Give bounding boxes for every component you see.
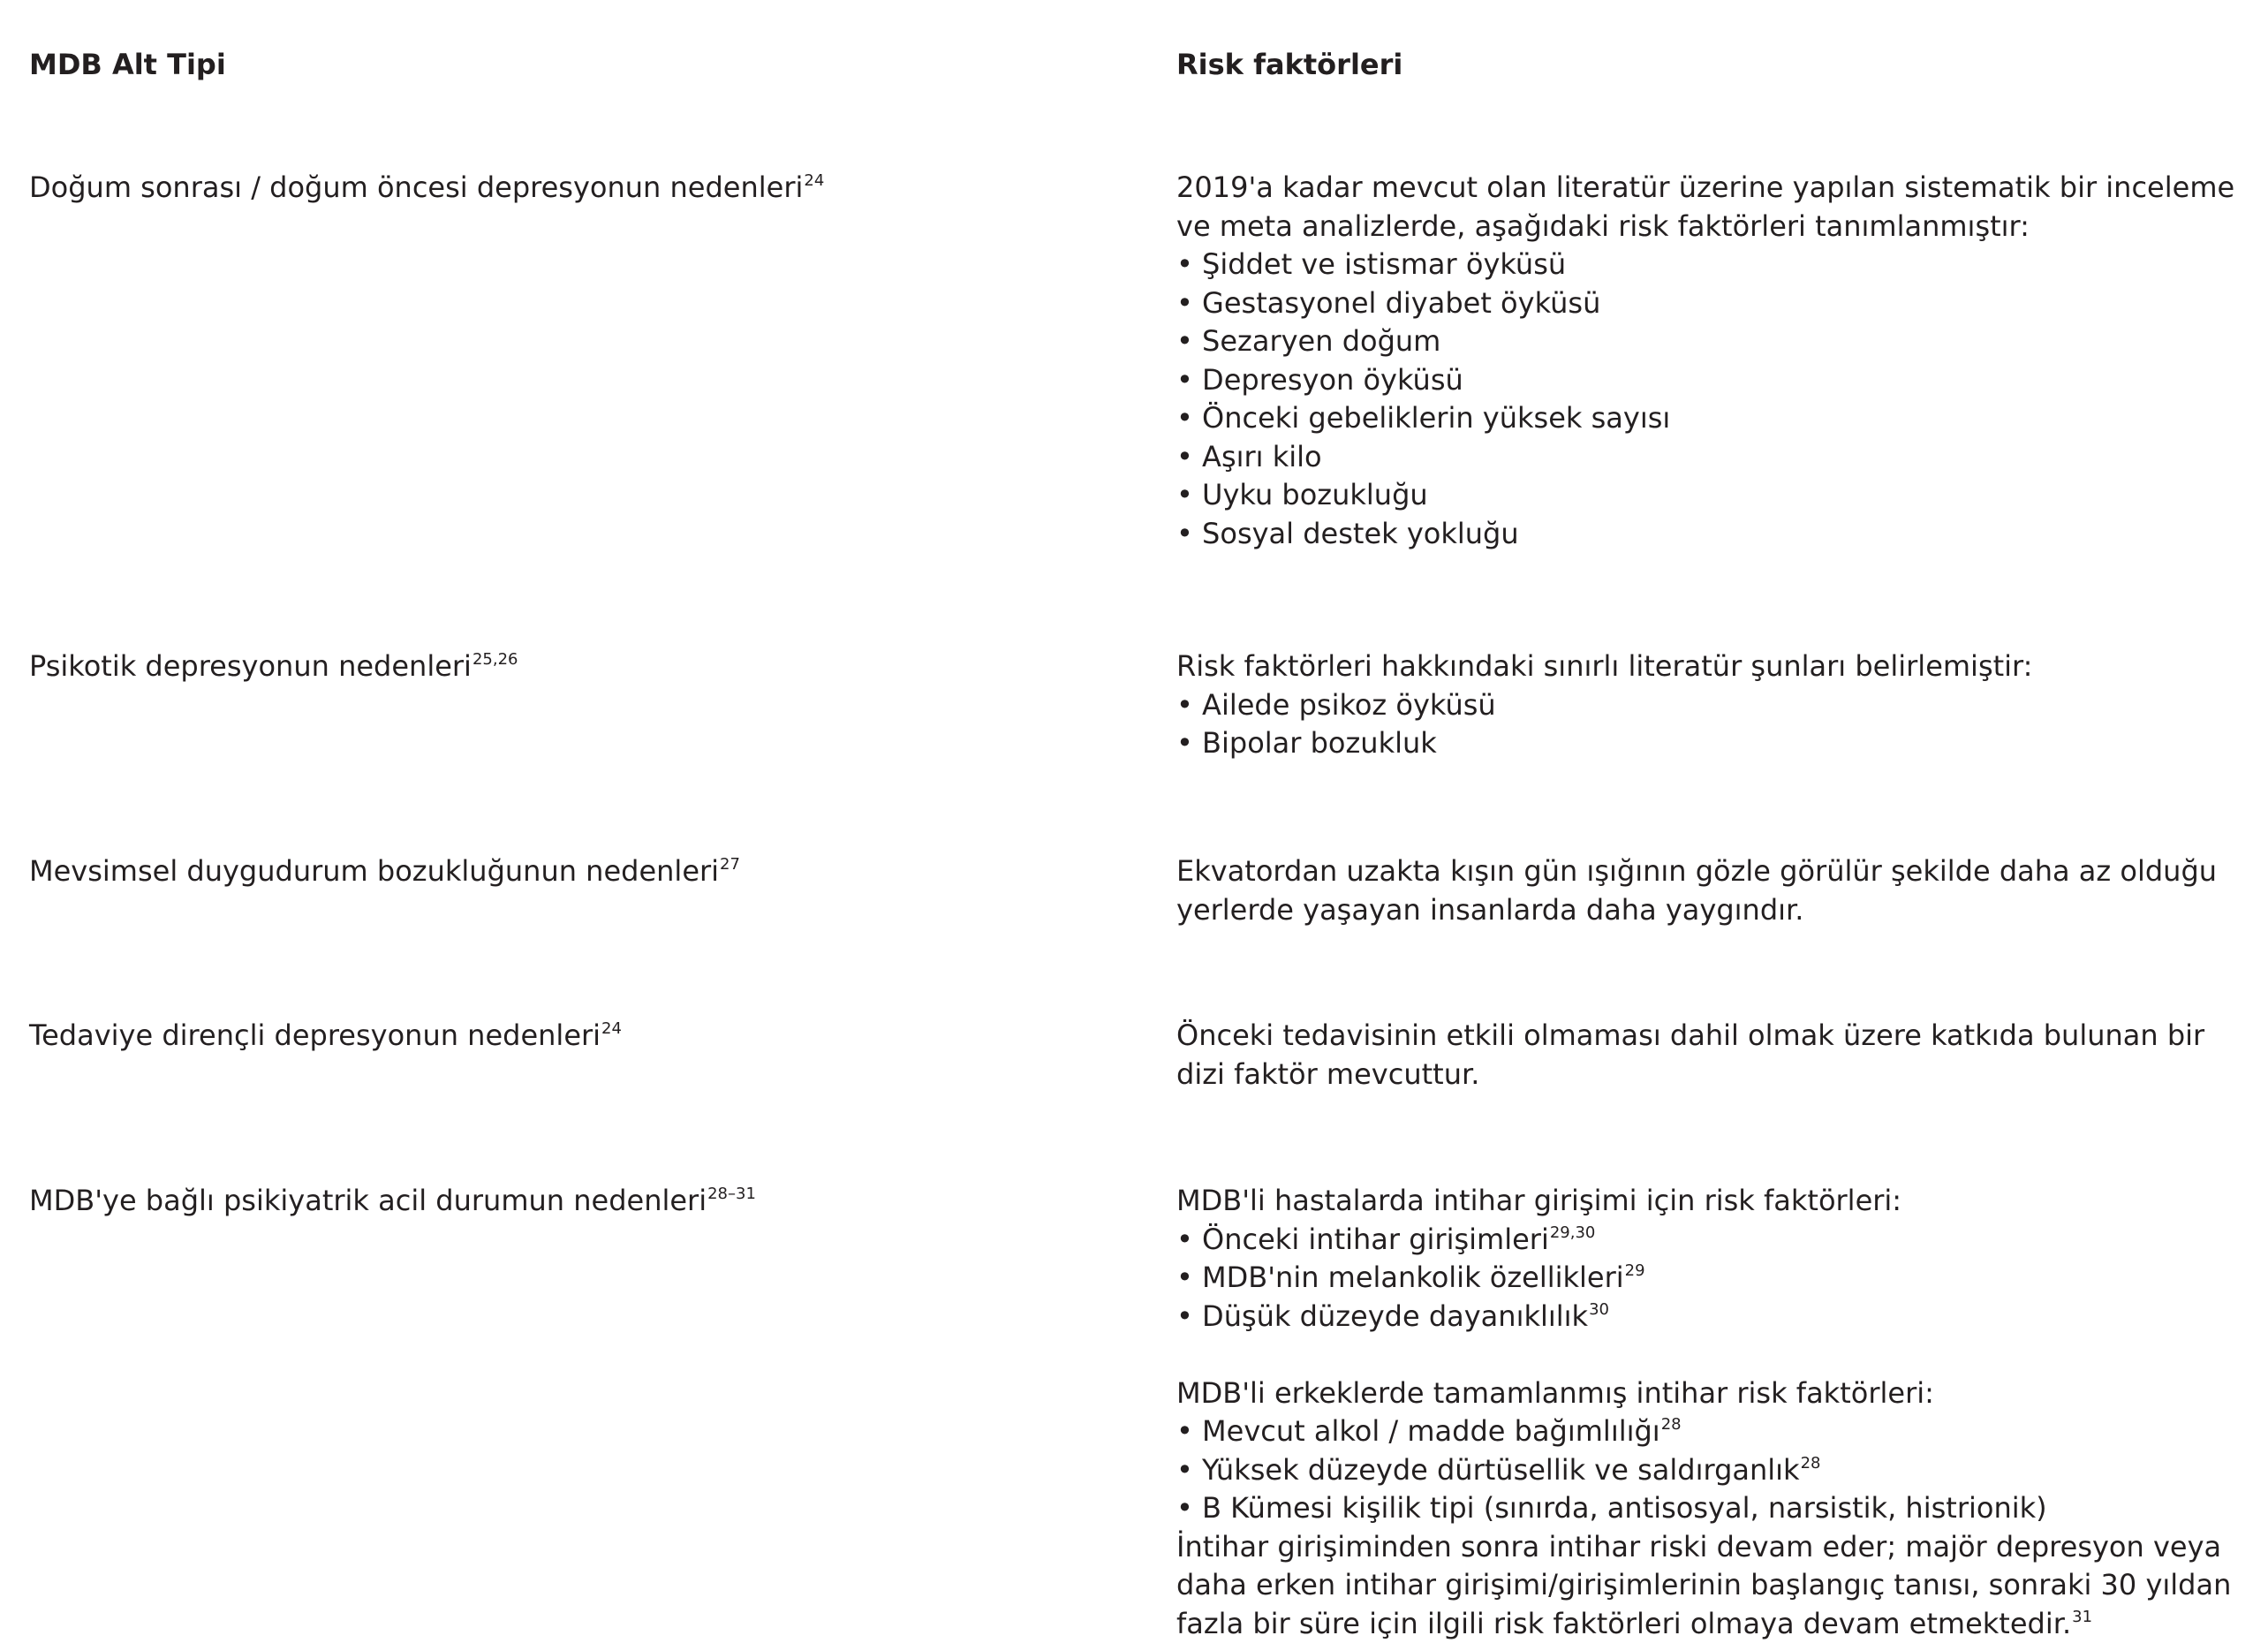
reference-superscript: 29,30 (1550, 1223, 1596, 1242)
subtype-label: Doğum sonrası / doğum öncesi depresyonun nedenleri (29, 170, 803, 204)
bullet-item: • Ailede psikoz öyküsü (1176, 686, 2249, 725)
bullet-text: • Mevcut alkol / madde bağımlılığı (1176, 1414, 1660, 1448)
risk-text: Ekvatordan uzakta kışın gün ışığının gözle görülür şekilde daha az olduğu yerlerde yaşayan insanlarda daha yaygındır. (1176, 852, 2249, 929)
bullet-item: • Uyku bozukluğu (1176, 476, 2249, 515)
subtype-label: MDB'ye bağlı psikiyatrik acil durumun nedenleri (29, 1184, 707, 1217)
risk-intro: Risk faktörleri hakkındaki sınırlı literatür şunları belirlemiştir: (1176, 647, 2249, 686)
row-4-subtype (29, 1017, 1124, 1056)
row-2-risk-factors (1176, 647, 2249, 763)
risk-intro: 2019'a kadar mevcut olan literatür üzerine yapılan sistematik bir inceleme ve meta analizlerde, aşağıdaki risk faktörleri tanımlanmıştır: (1176, 169, 2249, 246)
reference-superscript: 24 (601, 1019, 622, 1038)
bullet-item: • Sosyal destek yokluğu (1176, 515, 2249, 554)
row-2-subtype (29, 647, 1124, 686)
bullet-item (1176, 1298, 2249, 1336)
reference-superscript: 28–31 (707, 1185, 756, 1203)
reference-superscript: 27 (720, 855, 740, 874)
bullet-item: • Depresyon öyküsü (1176, 361, 2249, 400)
subtype-label: Psikotik depresyonun nedenleri (29, 649, 472, 683)
closing-sentence: İntihar girişiminden sonra intihar riski devam eder; majör depresyon veya daha erken intihar girişimi/girişimlerinin başlangıç tanısı, sonraki 30 yıldan fazla bir süre için ilgili risk faktörleri olmaya devam etmektedir. (1176, 1530, 2231, 1640)
row-5-subtype (29, 1182, 1124, 1221)
bullet-item (1176, 1412, 2249, 1451)
bullet-text: • Yüksek düzeyde dürtüsellik ve saldırganlık (1176, 1453, 1800, 1487)
bullet-text: • Düşük düzeyde dayanıklılık (1176, 1299, 1588, 1333)
bullet-item (1176, 1489, 2249, 1528)
reference-superscript: 31 (2072, 1608, 2092, 1626)
bullet-item (1176, 1451, 2249, 1490)
bullet-item (1176, 1221, 2249, 1260)
paragraph-spacer (1176, 1336, 2249, 1374)
bullet-item: • Aşırı kilo (1176, 438, 2249, 477)
closing-text (1176, 1528, 2249, 1643)
row-1-subtype (29, 169, 1124, 208)
bullet-item: • Şiddet ve istismar öyküsü (1176, 246, 2249, 284)
reference-superscript: 28 (1661, 1415, 1682, 1434)
subtype-label: Tedaviye dirençli depresyonun nedenleri (29, 1018, 601, 1052)
bullet-item: • Gestasyonel diyabet öyküsü (1176, 284, 2249, 323)
row-3-subtype (29, 852, 1124, 891)
reference-superscript: 24 (804, 171, 824, 190)
risk-intro: MDB'li hastalarda intihar girişimi için risk faktörleri: (1176, 1182, 2249, 1221)
row-5-risk-factors (1176, 1182, 2249, 1643)
bullet-item: • Sezaryen doğum (1176, 322, 2249, 361)
reference-superscript: 28 (1801, 1454, 1821, 1473)
header-risk-factors: Risk faktörleri (1176, 46, 2249, 83)
reference-superscript: 29 (1625, 1261, 1645, 1280)
reference-superscript: 25,26 (472, 650, 518, 669)
bullet-text: • B Kümesi kişilik tipi (sınırda, antisosyal, narsistik, histrionik) (1176, 1491, 2047, 1525)
risk-intro: MDB'li erkeklerde tamamlanmış intihar risk faktörleri: (1176, 1374, 2249, 1413)
bullet-text: • MDB'nin melankolik özellikleri (1176, 1261, 1624, 1294)
bullet-text: • Önceki intihar girişimleri (1176, 1223, 1549, 1256)
bullet-item (1176, 1259, 2249, 1298)
row-3-risk-factors (1176, 852, 2249, 929)
bullet-item: • Önceki gebeliklerin yüksek sayısı (1176, 399, 2249, 438)
row-1-risk-factors (1176, 169, 2249, 553)
row-4-risk-factors (1176, 1017, 2249, 1094)
header-subtype: MDB Alt Tipi (29, 46, 1124, 83)
risk-text: Önceki tedavisinin etkili olmaması dahil olmak üzere katkıda bulunan bir dizi faktör mevcuttur. (1176, 1017, 2249, 1094)
reference-superscript: 30 (1589, 1300, 1609, 1319)
bullet-item: • Bipolar bozukluk (1176, 724, 2249, 763)
subtype-label: Mevsimsel duygudurum bozukluğunun nedenleri (29, 854, 719, 888)
